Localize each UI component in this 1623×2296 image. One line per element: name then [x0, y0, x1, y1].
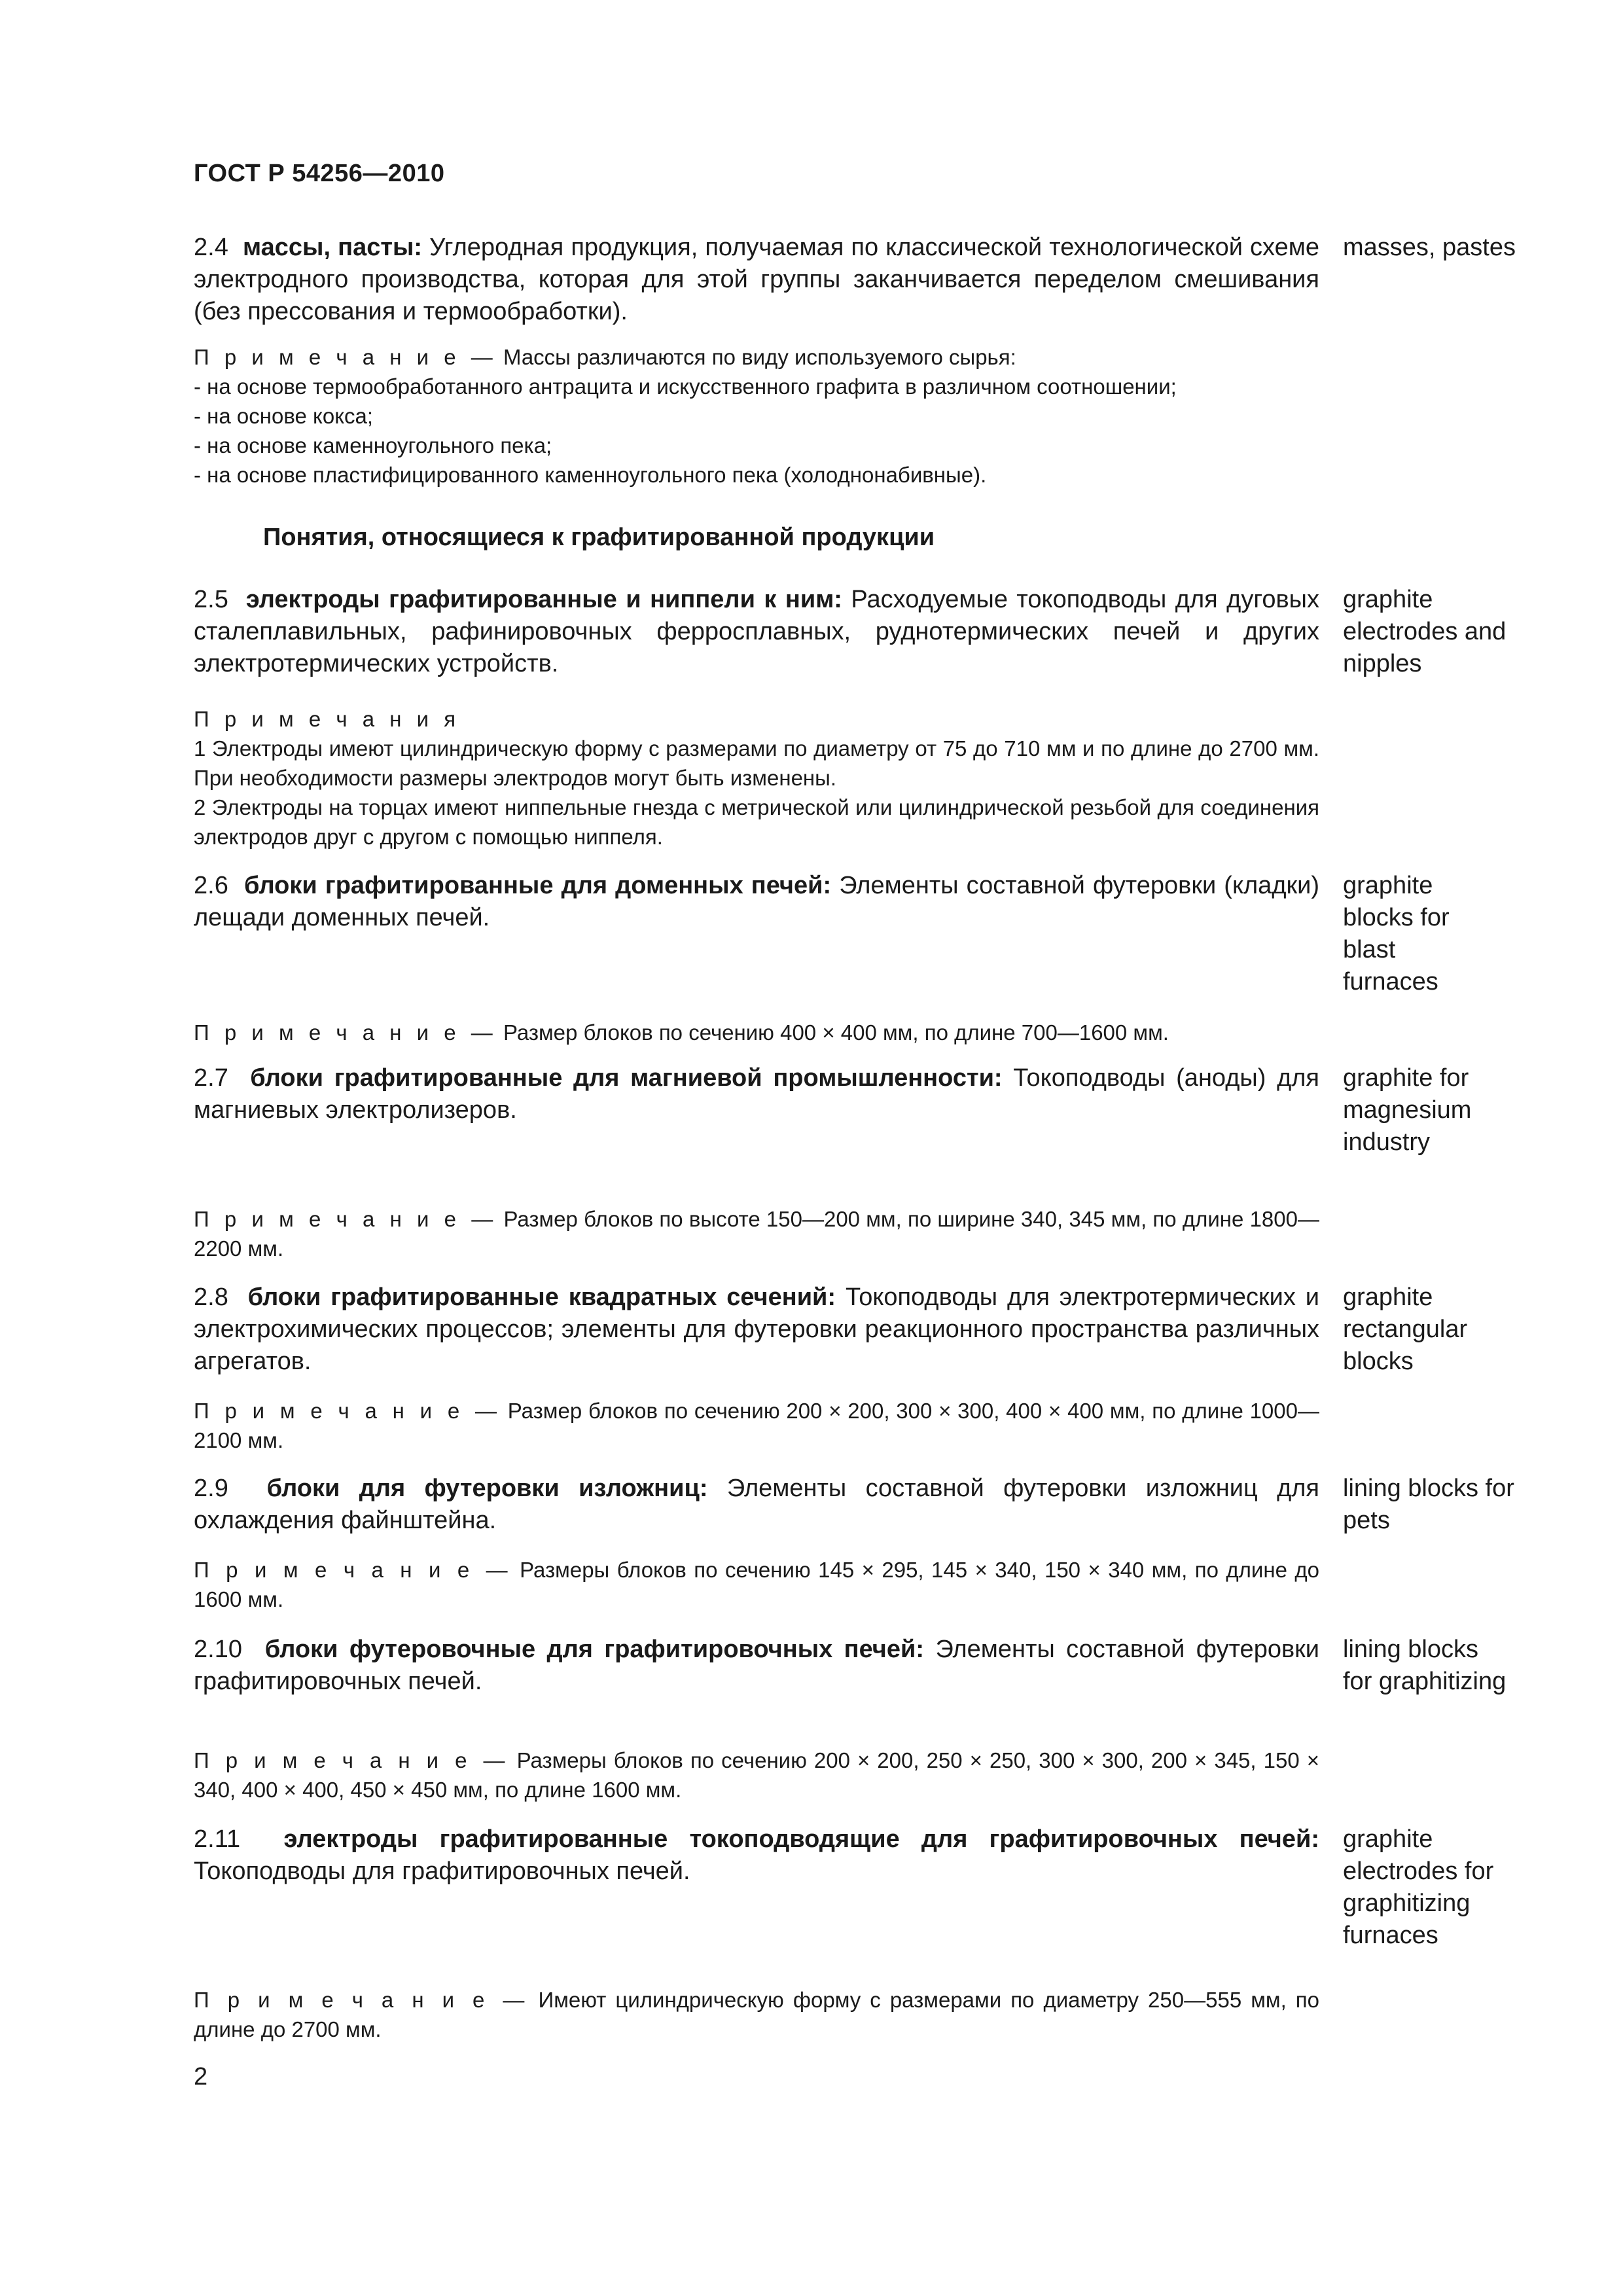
list-item: - на основе пластифицированного каменноугольного пека (холоднонабивные).: [194, 463, 987, 487]
note-2-10: [194, 1746, 1319, 1804]
term-definition: Токоподводы для графитировочных печей.: [194, 1857, 690, 1885]
term-english-2-4: masses, pastes: [1343, 234, 1516, 261]
term-number: 2.11: [194, 1825, 241, 1853]
section-heading: Понятия, относящиеся к графитированной продукции: [263, 524, 935, 551]
term-number: 2.9: [194, 1475, 228, 1502]
note-label: П р и м е ч а н и е —: [194, 1748, 510, 1772]
term-name: электроды графитированные и ниппели к ним:: [245, 586, 842, 613]
term-entry-2-6: [194, 870, 1319, 934]
note-item: 1 Электроды имеют цилиндрическую форму с размерами по диаметру от 75 до 710 мм и по длине до 2700 мм. При необходимости размеры электродов могут быть изменены.: [194, 736, 1319, 790]
term-number: 2.8: [194, 1283, 228, 1311]
note-text: Размер блоков по сечению 400 × 400 мм, по длине 700—1600 мм.: [503, 1020, 1169, 1045]
note-item: 2 Электроды на торцах имеют ниппельные гнезда с метрической или цилиндрической резьбой для соединения электродов друг с другом с помощью ниппеля.: [194, 795, 1319, 849]
note-2-9: [194, 1555, 1319, 1614]
note-label: П р и м е ч а н и е —: [194, 1399, 501, 1423]
note-2-4: [194, 342, 1319, 490]
term-entry-2-5: [194, 584, 1319, 680]
note-2-11: [194, 1985, 1319, 2044]
term-english-2-7: graphite for magnesium industry: [1343, 1064, 1472, 1156]
term-entry-2-4: [194, 232, 1319, 328]
note-2-8: [194, 1396, 1319, 1455]
page-number: 2: [194, 2063, 208, 2090]
notes-2-5: [194, 704, 1319, 852]
term-number: 2.6: [194, 872, 228, 899]
term-definition: Токоподводы (аноды) для магниевых электролизеров.: [194, 1064, 1319, 1124]
term-english-2-5: graphite electrodes and nipples: [1343, 586, 1507, 677]
term-definition: Элементы составной футеровки графитировочных печей.: [194, 1636, 1320, 1695]
note-text: Размер блоков по высоте 150—200 мм, по ширине 340, 345 мм, по длине 1800—2200 мм.: [194, 1207, 1319, 1261]
document-id-header: ГОСТ Р 54256—2010: [194, 160, 445, 187]
notes-label: П р и м е ч а н и я: [194, 707, 461, 731]
note-text: Массы различаются по виду используемого сырья:: [503, 345, 1016, 369]
term-english-2-11: graphite electrodes for graphitizing furnaces: [1343, 1825, 1494, 1949]
term-entry-2-10: [194, 1634, 1319, 1698]
note-label: П р и м е ч а н и е —: [194, 1558, 512, 1582]
term-entry-2-7: [194, 1062, 1319, 1126]
list-item: - на основе каменноугольного пека;: [194, 433, 552, 457]
note-text: Имеют цилиндрическую форму с размерами по диаметру 250—555 мм, по длине до 2700 мм.: [194, 1988, 1320, 2041]
note-label: П р и м е ч а н и е —: [194, 1020, 497, 1045]
note-2-7: [194, 1204, 1319, 1263]
note-text: Размеры блоков по сечению 200 × 200, 250 × 250, 300 × 300, 200 × 345, 150 × 340, 400 × 400, 450 × 450 мм, по длине 1600 мм.: [194, 1748, 1319, 1802]
term-name: блоки футеровочные для графитировочных печей:: [264, 1636, 925, 1663]
term-entry-2-9: [194, 1473, 1319, 1537]
note-label: П р и м е ч а н и е —: [194, 1988, 529, 2012]
note-text: Размер блоков по сечению 200 × 200, 300 × 300, 400 × 400 мм, по длине 1000—2100 мм.: [194, 1399, 1319, 1452]
term-english-2-10: lining blocks for graphitizing: [1343, 1636, 1507, 1695]
term-name: блоки графитированные квадратных сечений:: [247, 1283, 836, 1311]
term-definition: Углеродная продукция, получаемая по классической технологической схеме электродного производства, которая для этой группы заканчивается переделом смешивания (без прессования и термообработки).: [194, 234, 1319, 325]
term-name: массы, пасты:: [243, 234, 423, 261]
list-item: - на основе кокса;: [194, 404, 374, 428]
note-label: П р и м е ч а н и е —: [194, 1207, 498, 1231]
term-name: блоки графитированные для доменных печей:: [244, 872, 832, 899]
list-item: - на основе термообработанного антрацита и искусственного графита в различном соотношении;: [194, 374, 1177, 399]
term-name: блоки графитированные для магниевой промышленности:: [250, 1064, 1003, 1092]
term-number: 2.4: [194, 234, 228, 261]
term-definition: Элементы составной футеровки (кладки) лещади доменных печей.: [194, 872, 1319, 931]
term-entry-2-11: [194, 1823, 1319, 1888]
note-2-6: [194, 1018, 1319, 1047]
term-name: электроды графитированные токоподводящие для графитировочных печей:: [283, 1825, 1319, 1853]
note-text: Размеры блоков по сечению 145 × 295, 145 × 340, 150 × 340 мм, по длине до 1600 мм.: [194, 1558, 1320, 1611]
term-name: блоки для футеровки изложниц:: [266, 1475, 708, 1502]
term-number: 2.5: [194, 586, 228, 613]
term-number: 2.7: [194, 1064, 228, 1092]
term-definition: Токоподводы для электротермических и электрохимических процессов; элементы для футеровки реакционного пространства различных агрегатов.: [194, 1283, 1319, 1375]
term-english-2-6: graphite blocks for blast furnaces: [1343, 872, 1450, 996]
term-definition: Расходуемые токоподводы для дуговых сталеплавильных, рафинировочных ферросплавных, руднотермических печей и других электротермических устройств.: [194, 586, 1319, 677]
term-number: 2.10: [194, 1636, 242, 1663]
note-label: П р и м е ч а н и е —: [194, 345, 497, 369]
term-definition: Элементы составной футеровки изложниц для охлаждения файнштейна.: [194, 1475, 1320, 1534]
term-english-2-9: lining blocks for pets: [1343, 1475, 1514, 1534]
term-english-2-8: graphite rectangular blocks: [1343, 1283, 1468, 1375]
term-entry-2-8: [194, 1282, 1319, 1378]
